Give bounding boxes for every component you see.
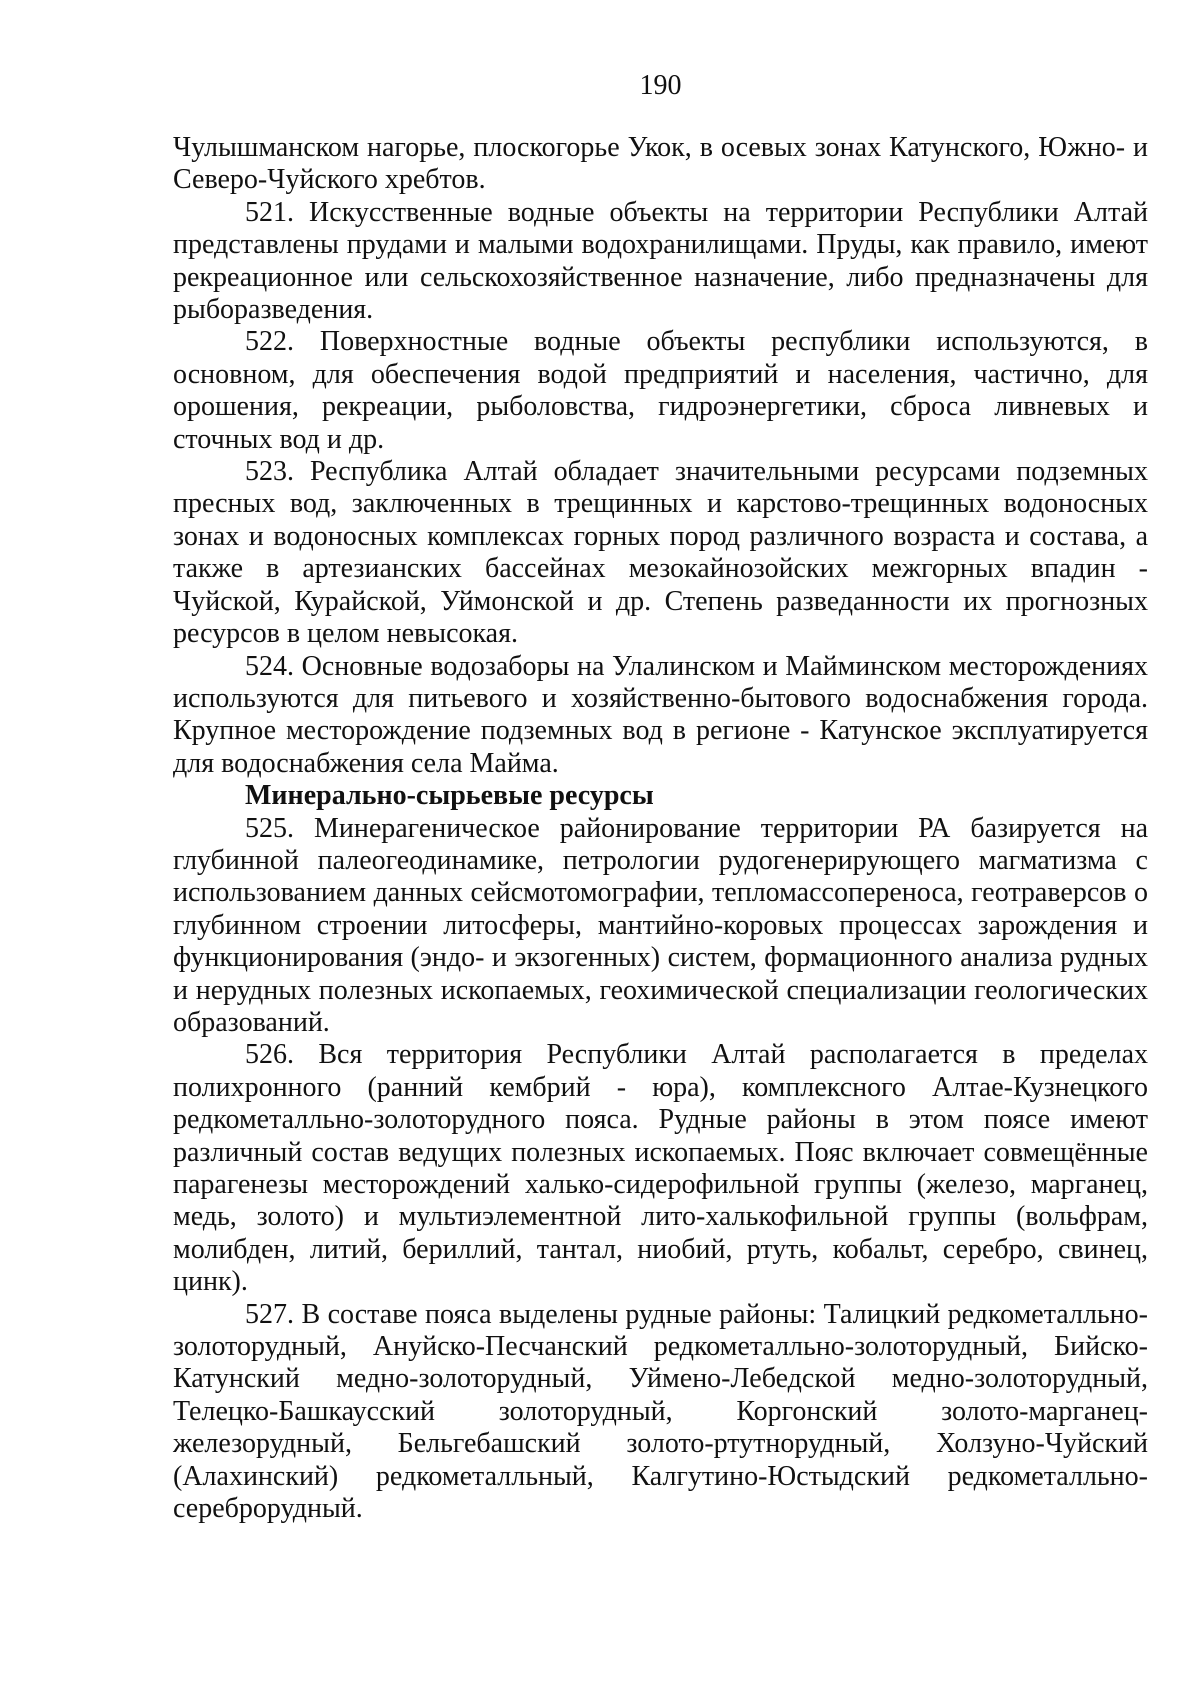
paragraph-524: 524. Основные водозаборы на Улалинском и Майминском месторождениях используются для питьевого и хозяйственно-бытового водоснабжения города. Крупное месторождение подземных вод в регионе - Катунское эксплуатируется для водоснабжения села Майма.: [173, 650, 1148, 779]
paragraph-522: 522. Поверхностные водные объекты республики используются, в основном, для обеспечения водой предприятий и населения, частично, для орошения, рекреации, рыболовства, гидроэнергетики, сброса ливневых и сточных вод и др.: [173, 326, 1148, 455]
paragraph-523: 523. Республика Алтай обладает значительными ресурсами подземных пресных вод, заключенных в трещинных и карстово-трещинных водоносных зонах и водоносных комплексах горных пород различного возраста и состава, а также в артезианских бассейнах мезокайнозойских межгорных впадин - Чуйской, Курайской, Уймонской и др. Степень разведанности их прогнозных ресурсов в целом невысокая.: [173, 456, 1148, 650]
paragraph-525: 525. Минерагеническое районирование территории РА базируется на глубинной палеогеодинамике, петрологии рудогенерирующего магматизма с использованием данных сейсмотомографии, тепломассопереноса, геотраверсов о глубинном строении литосферы, мантийно-коровых процессах зарождения и функционирования (эндо- и экзогенных) систем, формационного анализа рудных и нерудных полезных ископаемых, геохимической специализации геологических образований.: [173, 812, 1148, 1038]
paragraph-526: 526. Вся территория Республики Алтай располагается в пределах полихронного (ранний кембрий - юра), комплексного Алтае-Кузнецкого редкометалльно-золоторудного пояса. Рудные районы в этом поясе имеют различный состав ведущих полезных ископаемых. Пояс включает совмещённые парагенезы месторождений халько-сидерофильной группы (железо, марганец, медь, золото) и мультиэлементной лито-халькофильной группы (вольфрам, молибден, литий, бериллий, тантал, ниобий, ртуть, кобальт, серебро, свинец, цинк).: [173, 1039, 1148, 1298]
section-heading: Минерально-сырьевые ресурсы: [245, 780, 654, 812]
paragraph-527: 527. В составе пояса выделены рудные районы: Талицкий редкометалльно-золоторудный, Ануйско-Песчанский редкометалльно-золоторудный, Бийско-Катунский медно-золоторудный, Уймено-Лебедской медно-золоторудный, Телецко-Башкаусский золоторудный, Коргонский золото-марганец-железорудный, Бельгебашский золото-ртутнорудный, Холзуно-Чуйский (Алахинский) редкометалльный, Калгутино-Юстыдский редкометалльно-сереброрудный.: [173, 1298, 1148, 1525]
document-body: [173, 132, 1148, 1525]
paragraph-521: 521. Искусственные водные объекты на территории Республики Алтай представлены прудами и малыми водохранилищами. Пруды, как правило, имеют рекреационное или сельскохозяйственное назначение, либо предназначены для рыборазведения.: [173, 196, 1148, 326]
paragraph-continuation: Чулышманском нагорье, плоскогорье Укок, в осевых зонах Катунского, Южно- и Северо-Чуйского хребтов.: [173, 132, 1148, 196]
page-number: 190: [639, 70, 682, 101]
